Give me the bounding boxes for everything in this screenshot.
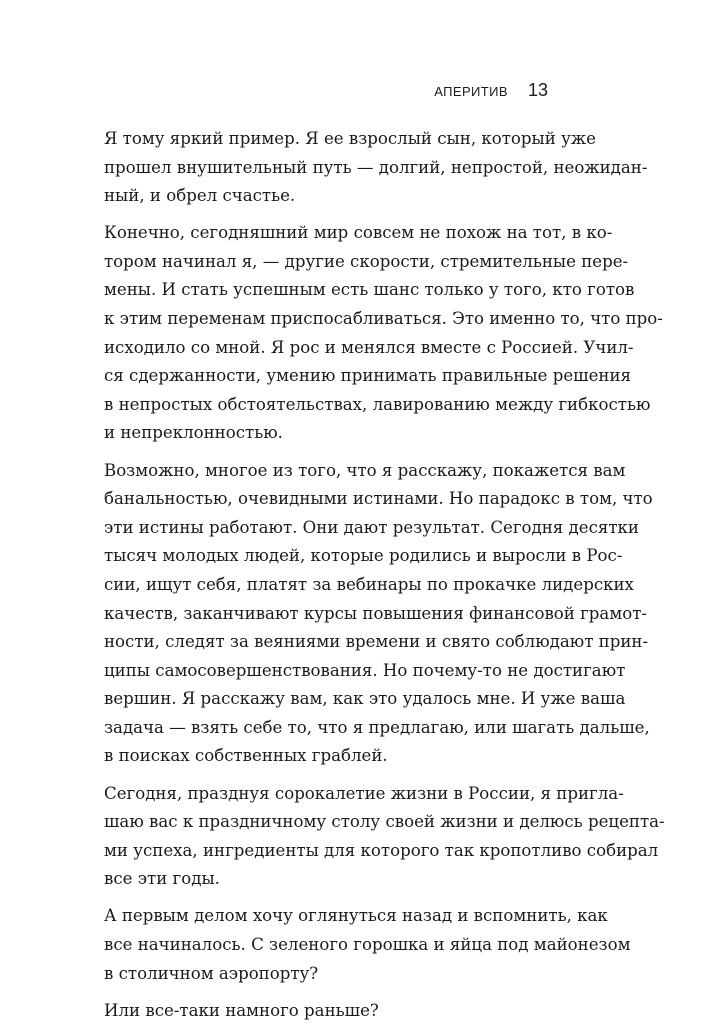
text-line: и непреклонностью.: [104, 423, 283, 443]
text-line: ный, и обрел счастье.: [104, 186, 296, 206]
page-number: 13: [527, 80, 548, 100]
paragraph: [75, 457, 653, 772]
text-line: Или все-таки намного раньше?: [104, 1000, 379, 1020]
paragraph: [75, 125, 648, 211]
text-line: тысяч молодых людей, которые родились и выросли в Рос-: [104, 546, 623, 566]
text-line: задача — взять себе то, что я предлагаю, или шагать дальше,: [104, 717, 650, 737]
text-line: ности, следят за веяниями времени и свято соблюдают прин-: [104, 632, 649, 652]
text-line: в поисках собственных граблей.: [104, 746, 388, 766]
text-line: в непростых обстоятельствах, лавированию между гибкостью: [104, 394, 651, 414]
paragraph: [75, 902, 631, 988]
text-line: в столичном аэропорту?: [104, 963, 319, 983]
body-text: [75, 125, 665, 1034]
text-line: качеств, заканчивают курсы повышения финансовой грамот-: [104, 603, 647, 623]
text-line: к этим переменам приспосабливаться. Это именно то, что про-: [104, 309, 663, 329]
text-line: эти истины работают. Они дают результат. Сегодня десятки: [104, 517, 639, 537]
paragraph: [75, 780, 665, 894]
text-line: тором начинал я, — другие скорости, стремительные пере-: [104, 251, 629, 271]
text-line: ся сдержанности, умению принимать правильные решения: [104, 366, 632, 386]
section-title: АПЕРИТИВ: [434, 84, 508, 99]
text-line: сии, ищут себя, платят за вебинары по прокачке лидерских: [104, 574, 634, 594]
text-line: Конечно, сегодняшний мир совсем не похож на тот, в ко-: [104, 223, 613, 243]
text-line: Я тому яркий пример. Я ее взрослый сын, который уже: [104, 129, 596, 148]
text-line: вершин. Я расскажу вам, как это удалось мне. И уже ваша: [104, 689, 626, 709]
text-line: Сегодня, празднуя сорокалетие жизни в России, я пригла-: [104, 783, 624, 803]
paragraph: [75, 219, 663, 448]
text-line: исходило со мной. Я рос и менялся вместе с Россией. Учил-: [104, 337, 634, 357]
text-line: мены. И стать успешным есть шанс только у того, кто готов: [104, 280, 635, 300]
text-line: банальностью, очевидными истинами. Но парадокс в том, что: [104, 489, 653, 509]
paragraph: [75, 997, 555, 1026]
text-line: все начиналось. С зеленого горошка и яйца под майонезом: [104, 935, 631, 955]
text-line: Возможно, многое из того, что я расскажу, покажется вам: [104, 460, 626, 480]
text-line: шаю вас к праздничному столу своей жизни и делюсь рецепта-: [104, 812, 665, 832]
running-head: [434, 80, 548, 101]
text-line: ми успеха, ингредиенты для которого так кропотливо собирал: [104, 840, 659, 860]
text-line: ципы самосовершенствования. Но почему-то не достигают: [104, 660, 626, 680]
text-line: прошел внушительный путь — долгий, непростой, неожидан-: [104, 157, 648, 177]
text-line: все эти годы.: [104, 869, 220, 889]
text-line: А первым делом хочу оглянуться назад и вспомнить, как: [104, 906, 608, 926]
